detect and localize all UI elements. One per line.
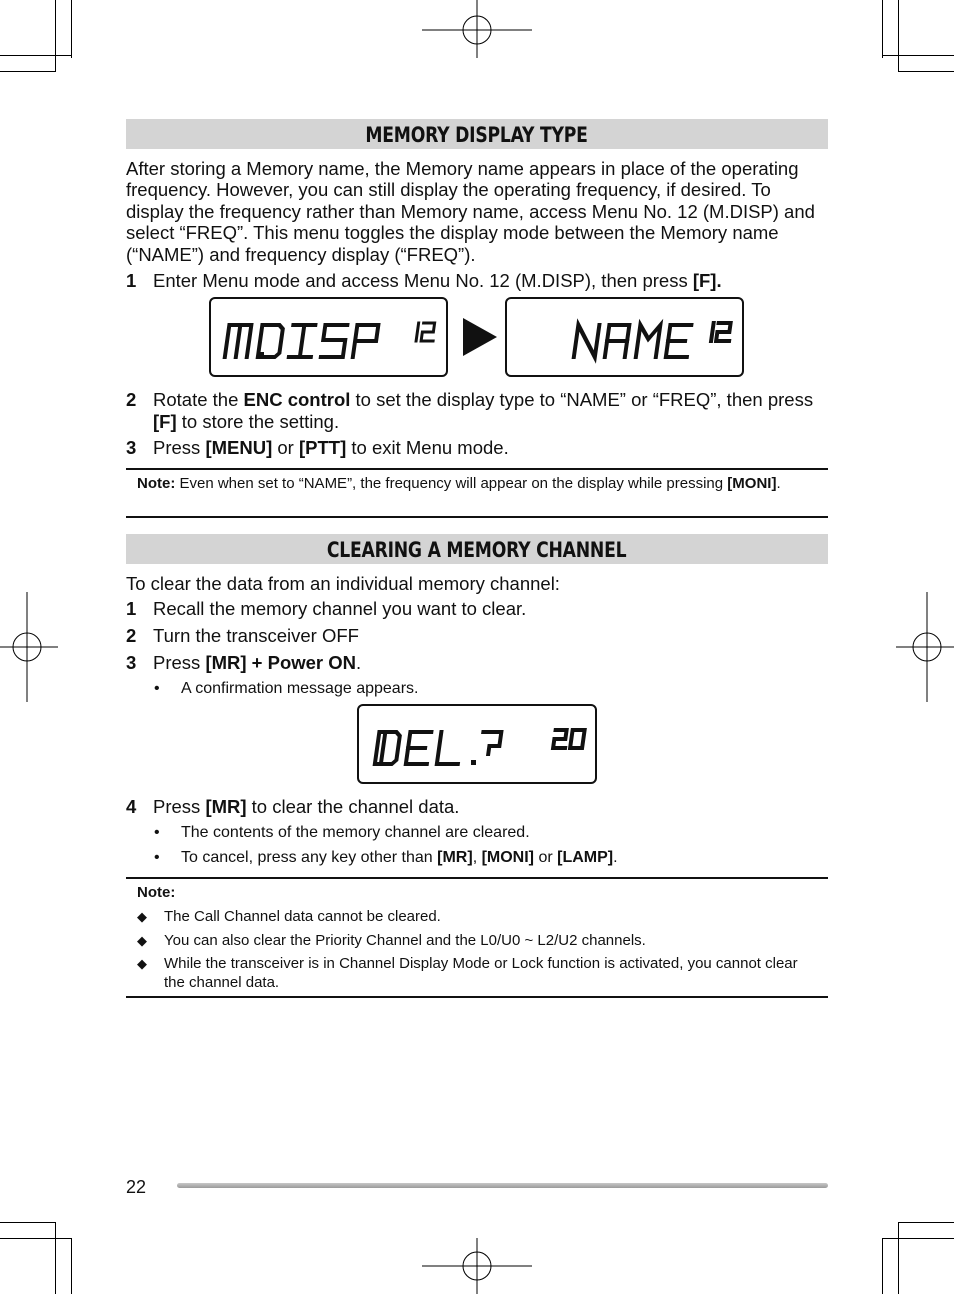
text-run: to store the setting.: [176, 411, 340, 432]
step-number: 4: [126, 796, 137, 817]
diamond-bullet-icon: ◆: [137, 933, 147, 948]
text-run: to set the display type to “NAME” or “FREQ”, then press: [350, 389, 814, 410]
page-number: 22: [126, 1177, 147, 1197]
text-run: Press: [153, 796, 206, 817]
crop-mark: [882, 1238, 954, 1239]
step-number: 3: [126, 652, 137, 673]
bullet-icon: •: [154, 849, 160, 866]
key-label: [PTT]: [298, 437, 347, 458]
diamond-bullet-icon: ◆: [137, 956, 147, 971]
crop-mark: [71, 0, 72, 58]
step-number: 1: [126, 270, 137, 291]
crop-mark: [898, 1222, 954, 1223]
text-run: To cancel, press any key other than: [181, 849, 438, 866]
key-label: [LAMP]: [557, 849, 614, 866]
crop-mark: [0, 1222, 56, 1223]
note-item-text: While the transceiver is in Channel Display Mode or Lock function is activated, you cannot clear the channel data.: [164, 955, 798, 991]
text-run: Rotate the: [153, 389, 244, 410]
text-run: Press: [153, 437, 206, 458]
note-text: Even when set to “NAME”, the frequency will appear on the display while pressing: [175, 475, 728, 492]
note-item-text: The Call Channel data cannot be cleared.: [164, 908, 441, 925]
step-number: 1: [126, 598, 137, 619]
crop-mark: [55, 0, 56, 72]
note-bottom-rule: [126, 516, 828, 518]
registration-mark-icon: [896, 592, 954, 702]
step-text: [153, 270, 823, 292]
text-run: .: [356, 652, 362, 673]
crop-mark: [898, 1222, 899, 1294]
step-text: Turn the transceiver OFF: [153, 625, 359, 646]
crop-mark: [0, 55, 72, 56]
step-text: [153, 389, 823, 433]
crop-mark: [882, 0, 883, 58]
section-heading-clearing-memory-channel: [126, 534, 828, 564]
registration-mark-icon: [422, 0, 532, 60]
step-text: [153, 652, 823, 674]
lcd-display-del: [357, 704, 597, 784]
key-label: ENC control: [243, 389, 351, 410]
key-label: [MR]: [205, 796, 247, 817]
crop-mark: [55, 1222, 56, 1294]
note-box: [137, 475, 817, 493]
step-text-main: Enter Menu mode and access Menu No. 12 (M.DISP), then press: [153, 270, 693, 291]
crop-mark: [898, 71, 954, 72]
registration-mark-icon: [422, 1236, 532, 1294]
bullet-text: The contents of the memory channel are cleared.: [181, 824, 530, 841]
key-label: [MENU]: [205, 437, 273, 458]
text-run: .: [776, 475, 781, 492]
step-text: Recall the memory channel you want to clear.: [153, 598, 527, 619]
lcd-display-name: [505, 297, 744, 377]
text-run: to clear the channel data.: [246, 796, 460, 817]
arrow-right-icon: [463, 318, 497, 356]
step-text: [153, 796, 823, 818]
bullet-text: A confirmation message appears.: [181, 680, 419, 697]
note-label: [137, 884, 817, 902]
section-title: CLEARING A MEMORY CHANNEL: [327, 538, 627, 562]
section-heading-memory-display-type: [126, 119, 828, 149]
key-label: [MONI]: [481, 849, 535, 866]
section-title: MEMORY DISPLAY TYPE: [365, 123, 589, 147]
crop-mark: [898, 0, 899, 72]
text-run: or: [272, 437, 299, 458]
lcd-display-mdisp: [209, 297, 448, 377]
intro-paragraph: After storing a Memory name, the Memory name appears in place of the operating frequency. However, you can still display the operating frequency, if desired. To display the frequency rather than Memory name, access Menu No. 12 (M.DISP) and select “FREQ”. This menu toggles the display mode between the Memory name (“NAME”) and frequency display (“FREQ”).: [126, 158, 815, 265]
crop-mark: [0, 71, 56, 72]
key-label: [F].: [692, 270, 722, 291]
crop-mark: [0, 1238, 72, 1239]
diamond-bullet-icon: ◆: [137, 909, 147, 924]
bullet-icon: •: [154, 824, 160, 841]
key-label: [MR]: [437, 849, 473, 866]
note-top-rule: [126, 877, 828, 879]
text-run: .: [613, 849, 618, 866]
step-number: 2: [126, 625, 137, 646]
note-top-rule: [126, 468, 828, 470]
key-label: [MONI]: [727, 475, 777, 492]
step-number: 3: [126, 437, 137, 458]
step-number: 2: [126, 389, 137, 410]
text-run: to exit Menu mode.: [346, 437, 509, 458]
footer-bar: [177, 1183, 828, 1188]
note-bottom-rule: [126, 996, 828, 998]
note-label: Note:: [137, 475, 176, 492]
crop-mark: [882, 55, 954, 56]
lcd-segment-graphic: [507, 299, 742, 375]
intro-paragraph: To clear the data from an individual memory channel:: [126, 573, 560, 594]
crop-mark: [882, 1238, 883, 1294]
text-run: ,: [472, 849, 482, 866]
bullet-text: [181, 848, 821, 868]
registration-mark-icon: [0, 592, 60, 702]
lcd-segment-graphic: [211, 299, 446, 375]
step-text: [153, 437, 823, 459]
text-run: or: [534, 849, 558, 866]
key-label: [F]: [153, 411, 177, 432]
crop-mark: [71, 1238, 72, 1294]
key-label: [MR] + Power ON: [205, 652, 357, 673]
note-label-text: Note:: [137, 884, 176, 901]
text-run: Press: [153, 652, 206, 673]
bullet-icon: •: [154, 680, 160, 697]
lcd-segment-graphic: [359, 706, 595, 782]
note-item-text: You can also clear the Priority Channel and the L0/U0 ~ L2/U2 channels.: [164, 932, 646, 949]
